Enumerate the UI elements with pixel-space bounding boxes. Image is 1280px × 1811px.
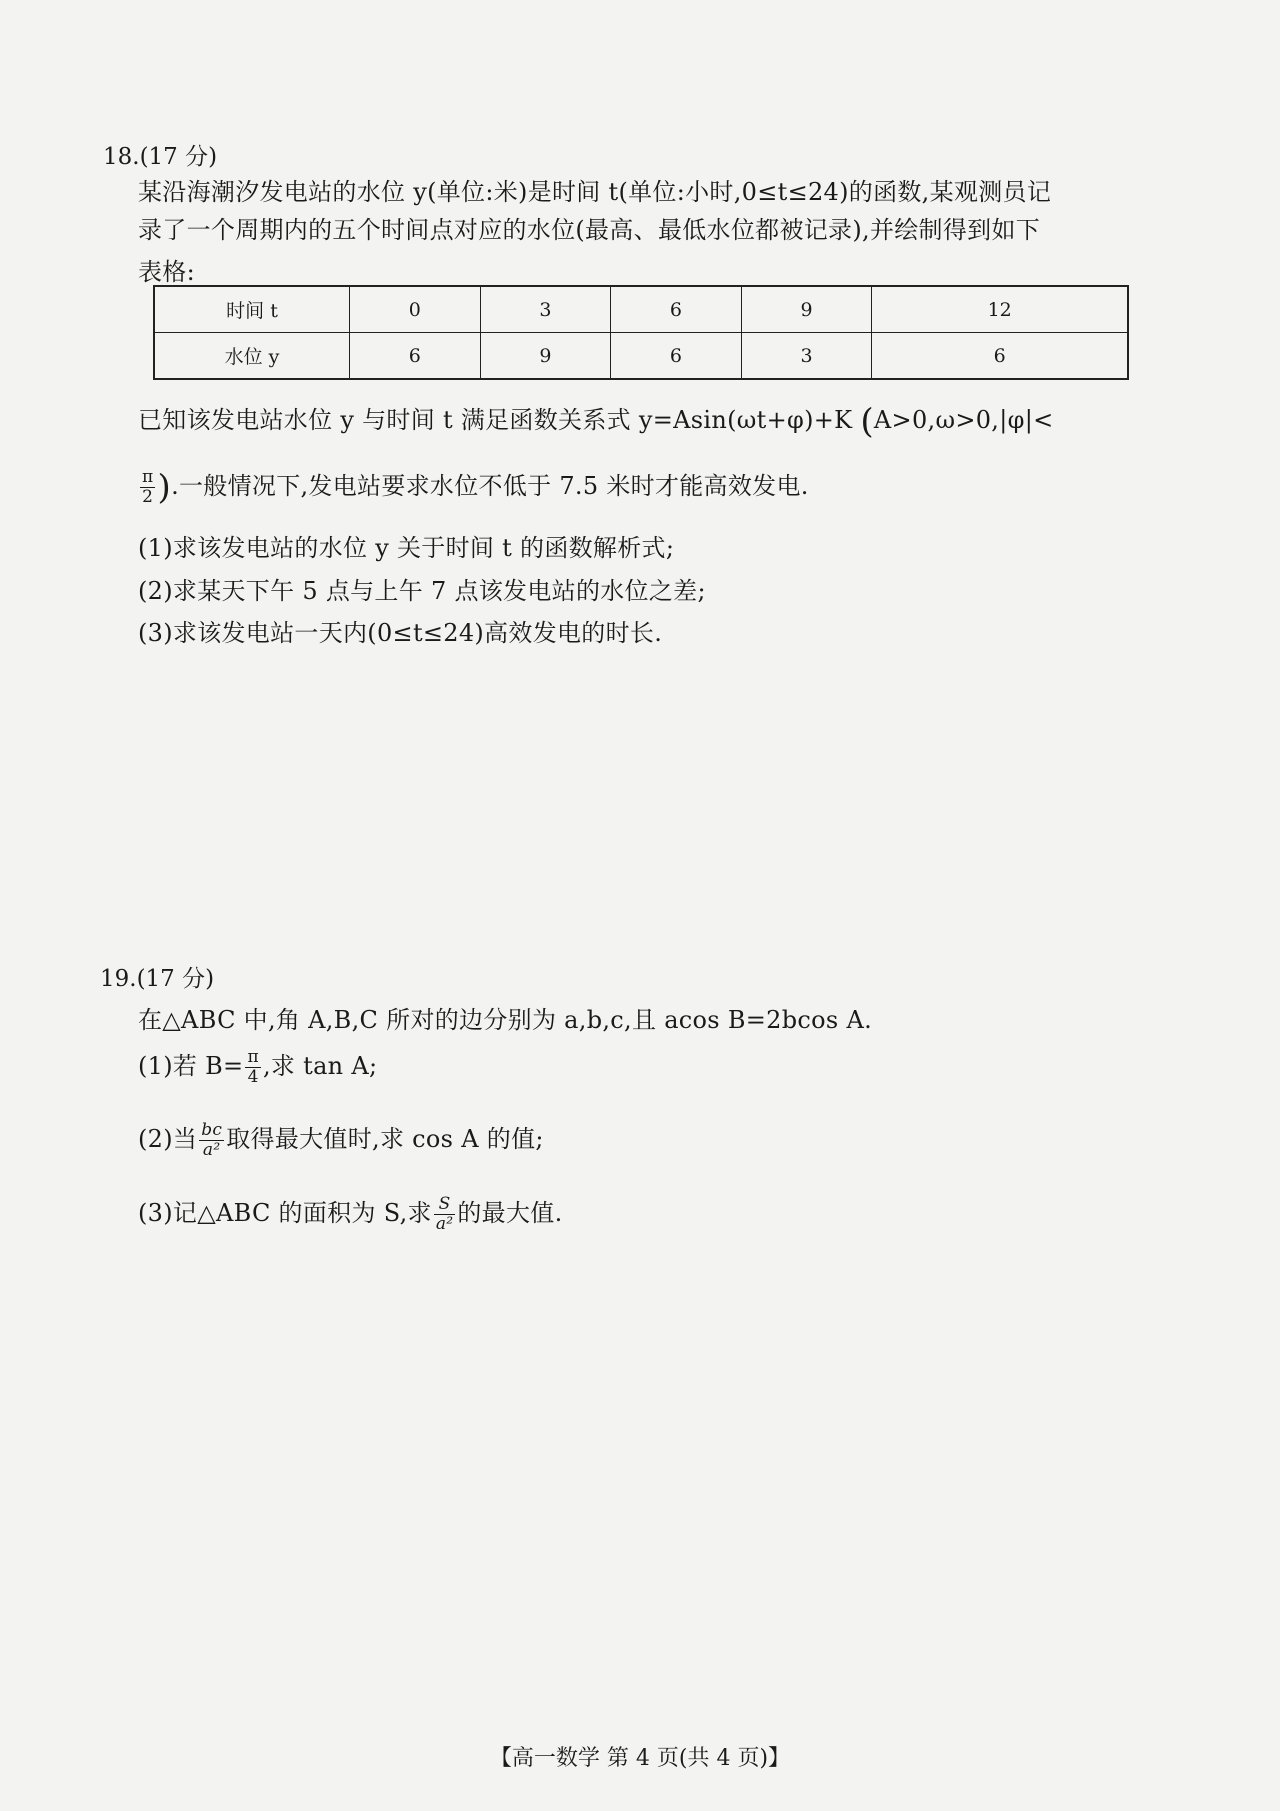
q18-subquestion-1: (1)求该发电站的水位 y 关于时间 t 的函数解析式; bbox=[138, 534, 675, 562]
table-cell: 0 bbox=[350, 286, 481, 333]
q19-sub1-suffix: ,求 tan A; bbox=[262, 1052, 378, 1080]
fraction-denominator: 4 bbox=[247, 1067, 259, 1087]
table-row-level bbox=[154, 333, 1128, 380]
q19-subquestion-2 bbox=[138, 1119, 544, 1160]
q19-sub1-prefix: (1)若 B= bbox=[138, 1052, 244, 1080]
s-over-a2-fraction bbox=[434, 1195, 456, 1233]
tide-data-table bbox=[153, 285, 1129, 380]
table-cell: 3 bbox=[741, 333, 872, 380]
pi-over-2-fraction bbox=[140, 468, 155, 506]
q18-stem-line3: 表格: bbox=[138, 258, 195, 286]
table-cell: 6 bbox=[611, 286, 742, 333]
pi-over-4-fraction bbox=[245, 1048, 260, 1086]
fraction-numerator: bc bbox=[201, 1120, 223, 1141]
bc-over-a2-fraction bbox=[199, 1121, 224, 1159]
table-cell: 9 bbox=[480, 333, 611, 380]
q18-formula-text: 已知该发电站水位 y 与时间 t 满足函数关系式 y=Asin(ωt+φ)+K bbox=[138, 406, 853, 434]
q18-efficiency-note: .一般情况下,发电站要求水位不低于 7.5 米时才能高效发电. bbox=[171, 472, 809, 500]
table-cell: 12 bbox=[872, 286, 1128, 333]
page-footer: 【高一数学 第 4 页(共 4 页)】 bbox=[489, 1746, 791, 1771]
right-paren: ) bbox=[157, 467, 172, 508]
q18-stem-line2: 录了一个周期内的五个时间点对应的水位(最高、最低水位都被记录),并绘制得到如下 bbox=[138, 216, 1041, 244]
q19-sub2-prefix: (2)当 bbox=[138, 1125, 198, 1153]
q19-sub3-suffix: 的最大值. bbox=[457, 1199, 563, 1227]
table-cell: 6 bbox=[611, 333, 742, 380]
q19-heading bbox=[100, 960, 214, 993]
fraction-denominator: a² bbox=[435, 1214, 454, 1234]
fraction-numerator: π bbox=[247, 1047, 259, 1068]
fraction-numerator: π bbox=[142, 467, 154, 488]
q18-score: (17 分) bbox=[139, 144, 218, 170]
table-row-time bbox=[154, 286, 1128, 333]
q19-sub2-suffix: 取得最大值时,求 cos A 的值; bbox=[226, 1125, 544, 1153]
q18-heading bbox=[103, 138, 217, 171]
q19-sub3-prefix: (3)记△ABC 的面积为 S,求 bbox=[138, 1199, 432, 1227]
q18-subquestion-3: (3)求该发电站一天内(0≤t≤24)高效发电的时长. bbox=[138, 619, 663, 647]
fraction-denominator: 2 bbox=[142, 487, 154, 507]
q18-formula-conditions: A>0,ω>0,|φ|< bbox=[873, 406, 1054, 434]
q19-subquestion-1 bbox=[138, 1046, 377, 1087]
q19-number: 19. bbox=[100, 966, 137, 992]
table-cell: 3 bbox=[480, 286, 611, 333]
q18-stem-line1: 某沿海潮汐发电站的水位 y(单位:米)是时间 t(单位:小时,0≤t≤24)的函数,某观测员记 bbox=[138, 178, 1052, 206]
q19-score: (17 分) bbox=[136, 966, 215, 992]
table-cell: 6 bbox=[872, 333, 1128, 380]
fraction-numerator: S bbox=[434, 1195, 456, 1215]
left-paren: ( bbox=[860, 401, 874, 442]
q18-formula-line bbox=[138, 400, 1054, 442]
fraction-denominator: a² bbox=[202, 1140, 221, 1160]
table-header-level: 水位 y bbox=[154, 333, 350, 380]
q18-number: 18. bbox=[103, 144, 140, 170]
q18-formula-continued bbox=[138, 466, 809, 507]
table-header-time: 时间 t bbox=[154, 286, 350, 333]
table-cell: 9 bbox=[741, 286, 872, 333]
q19-subquestion-3 bbox=[138, 1193, 563, 1234]
q19-stem: 在△ABC 中,角 A,B,C 所对的边分别为 a,b,c,且 acos B=2bcos A. bbox=[138, 1006, 873, 1034]
q18-subquestion-2: (2)求某天下午 5 点与上午 7 点该发电站的水位之差; bbox=[138, 577, 706, 605]
table-cell: 6 bbox=[350, 333, 481, 380]
